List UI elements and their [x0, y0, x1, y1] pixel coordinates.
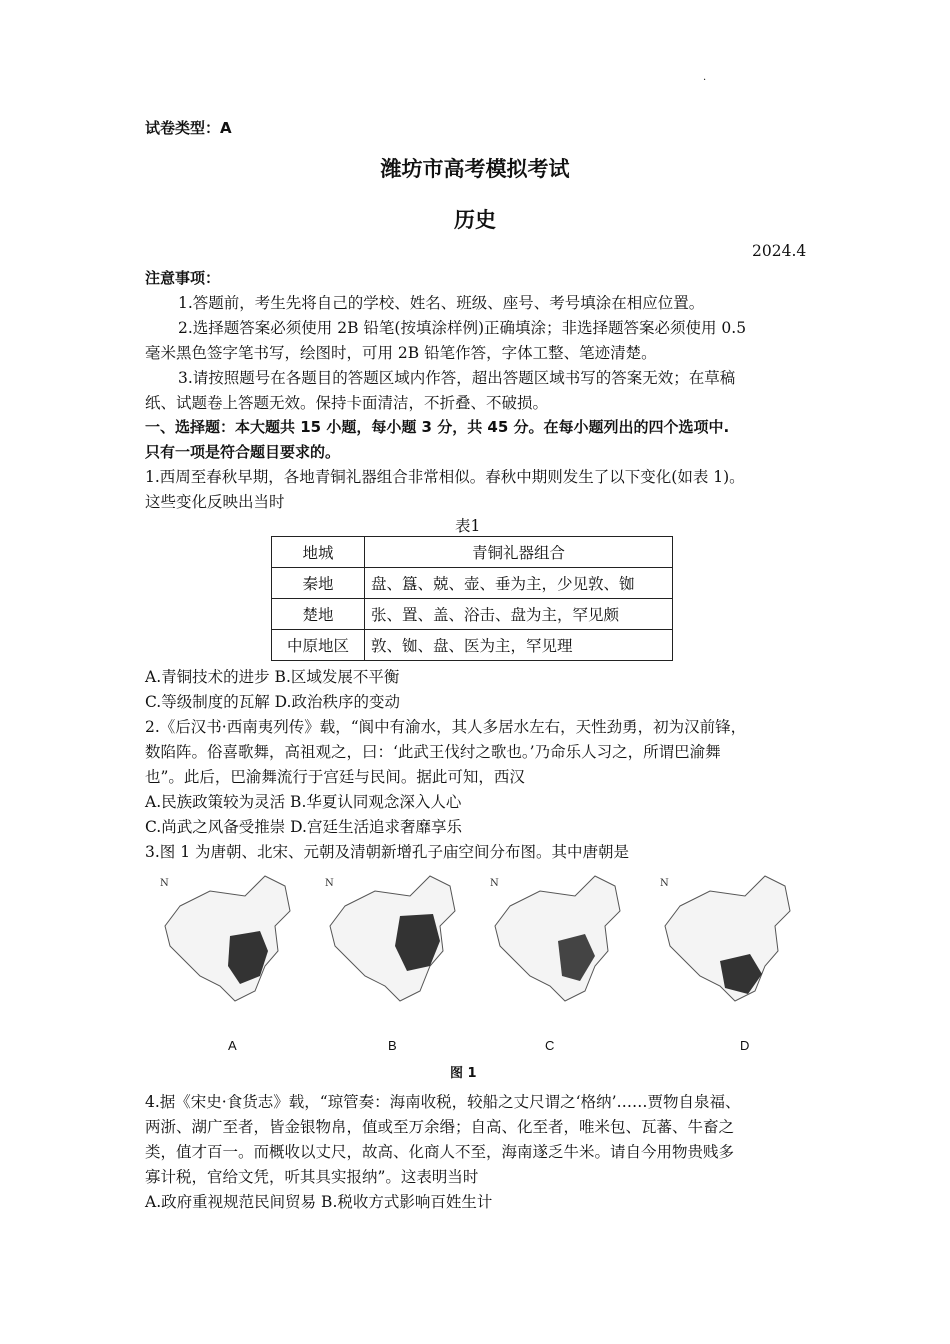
- table-cell: 中原地区: [272, 630, 365, 661]
- exam-date: 2024.4: [752, 242, 807, 260]
- subject-title: 历史: [454, 208, 496, 232]
- confucius-temple-maps: [150, 866, 800, 1081]
- section-heading: 一、选择题：本大题共 15 小题，每小题 3 分，共 45 分。在每小题列出的四个选项中.: [145, 418, 730, 436]
- svg-text:N: N: [160, 878, 169, 889]
- question-text: 数陷阵。俗喜歌舞，高祖观之，曰：‘此武王伐纣之歌也。’乃命乐人习之，所谓巴渝舞: [145, 743, 721, 761]
- map-label-b: B: [388, 1038, 397, 1053]
- question-text: 1.西周至春秋早期，各地青铜礼器组合非常相似。春秋中期则发生了以下变化(如表 1)。: [145, 468, 745, 486]
- map-figure: [150, 866, 800, 1076]
- question-text: 2.《后汉书·西南夷列传》载，“阆中有渝水，其人多居水左右，天性劲勇，初为汉前锋，: [145, 718, 747, 736]
- map-d: [660, 876, 790, 1001]
- question-text: 也”。此后，巴渝舞流行于宫廷与民间。据此可知，西汉: [145, 768, 525, 786]
- table-caption: 表1: [455, 517, 481, 535]
- bronze-table: [271, 536, 673, 661]
- option-line: C.等级制度的瓦解 D.政治秩序的变动: [145, 693, 400, 711]
- notice-item: 毫米黑色签字笔书写，绘图时，可用 2B 铅笔作答，字体工整、笔迹清楚。: [145, 344, 657, 362]
- map-c: [490, 876, 620, 1001]
- map-label-c: C: [545, 1038, 555, 1053]
- notice-item: 1.答题前，考生先将自己的学校、姓名、班级、座号、考号填涂在相应位置。: [178, 294, 705, 312]
- question-text: 寡计税，官给文凭，听其具实报纳”。这表明当时: [145, 1168, 479, 1186]
- table-header-cell: 地城: [272, 537, 365, 568]
- svg-text:N: N: [490, 878, 499, 889]
- table-row: [272, 568, 673, 599]
- paper-type: 试卷类型：A: [145, 119, 232, 137]
- table-cell: 楚地: [272, 599, 365, 630]
- question-text: 两浙、湖广至者，皆金银物帛，值或至万余缗；自高、化至者，唯米包、瓦蕃、牛畜之: [145, 1118, 735, 1136]
- option-line: A.政府重视规范民间贸易 B.税收方式影响百姓生计: [145, 1193, 493, 1211]
- svg-text:N: N: [660, 878, 669, 889]
- map-label-a: A: [228, 1038, 237, 1053]
- question-text: 3.图 1 为唐朝、北宋、元朝及清朝新增孔子庙空间分布图。其中唐朝是: [145, 843, 630, 861]
- option-line: A.民族政策较为灵活 B.华夏认同观念深入人心: [145, 793, 462, 811]
- notice-item: 3.请按照题号在各题目的答题区域内作答，超出答题区域书写的答案无效；在草稿: [178, 369, 736, 387]
- map-label-d: D: [740, 1038, 750, 1053]
- table-header-row: [272, 537, 673, 568]
- notice-heading: 注意事项：: [145, 269, 221, 287]
- map-b: [325, 876, 455, 1001]
- notice-item: 2.选择题答案必须使用 2B 铅笔(按填涂样例)正确填涂；非选择题答案必须使用 0.5: [178, 319, 747, 337]
- option-line: C.尚武之风备受推崇 D.宫廷生活追求奢靡享乐: [145, 818, 462, 836]
- table-cell: 张、置、盖、浴击、盘为主，罕见颇: [365, 599, 673, 630]
- table-cell: 秦地: [272, 568, 365, 599]
- option-line: A.青铜技术的进步 B.区域发展不平衡: [145, 668, 400, 686]
- figure-caption: 图 1: [450, 1066, 477, 1081]
- section-heading: 只有一项是符合题目要求的。: [145, 443, 341, 461]
- table-row: [272, 599, 673, 630]
- table-row: [272, 630, 673, 661]
- question-text: 4.据《宋史·食货志》载，“琼管奏：海南收税，较船之丈尺谓之‘格纳’……贾物自泉福、: [145, 1093, 741, 1111]
- table-cell: 敦、铷、盘、医为主，罕见理: [365, 630, 673, 661]
- exam-title: 潍坊市高考模拟考试: [380, 157, 570, 181]
- map-a: [160, 876, 290, 1001]
- notice-item: 纸、试题卷上答题无效。保持卡面清洁，不折叠、不破损。: [145, 394, 549, 412]
- table-header-cell: 青铜礼器组合: [365, 537, 673, 568]
- svg-text:N: N: [325, 878, 334, 889]
- question-text: 类，值才百一。而概收以丈尺，故高、化商人不至，海南遂乏牛米。请自今用物贵贱多: [145, 1143, 735, 1161]
- corner-dot: .: [703, 72, 707, 83]
- table-cell: 盘、簋、兢、壶、垂为主，少见敦、铷: [365, 568, 673, 599]
- question-text: 这些变化反映出当时: [145, 493, 285, 511]
